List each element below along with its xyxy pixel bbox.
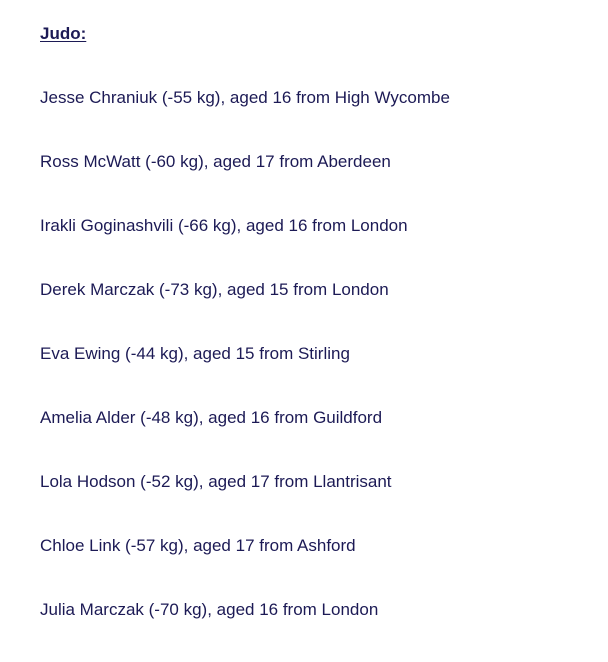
list-item: Chloe Link (-57 kg), aged 17 from Ashford [40,536,356,555]
list-item: Derek Marczak (-73 kg), aged 15 from London [40,280,389,299]
athlete-list [40,86,600,622]
list-item: Julia Marczak (-70 kg), aged 16 from London [40,600,379,619]
section-heading: Judo: [40,24,87,43]
list-item: Eva Ewing (-44 kg), aged 15 from Stirling [40,344,350,363]
list-item: Irakli Goginashvili (-66 kg), aged 16 from London [40,216,408,235]
article-content [40,22,600,662]
list-item: Lola Hodson (-52 kg), aged 17 from Llantrisant [40,472,392,491]
list-item: Ross McWatt (-60 kg), aged 17 from Aberdeen [40,152,391,171]
list-item: Jesse Chraniuk (-55 kg), aged 16 from High Wycombe [40,88,450,107]
list-item: Amelia Alder (-48 kg), aged 16 from Guildford [40,408,383,427]
